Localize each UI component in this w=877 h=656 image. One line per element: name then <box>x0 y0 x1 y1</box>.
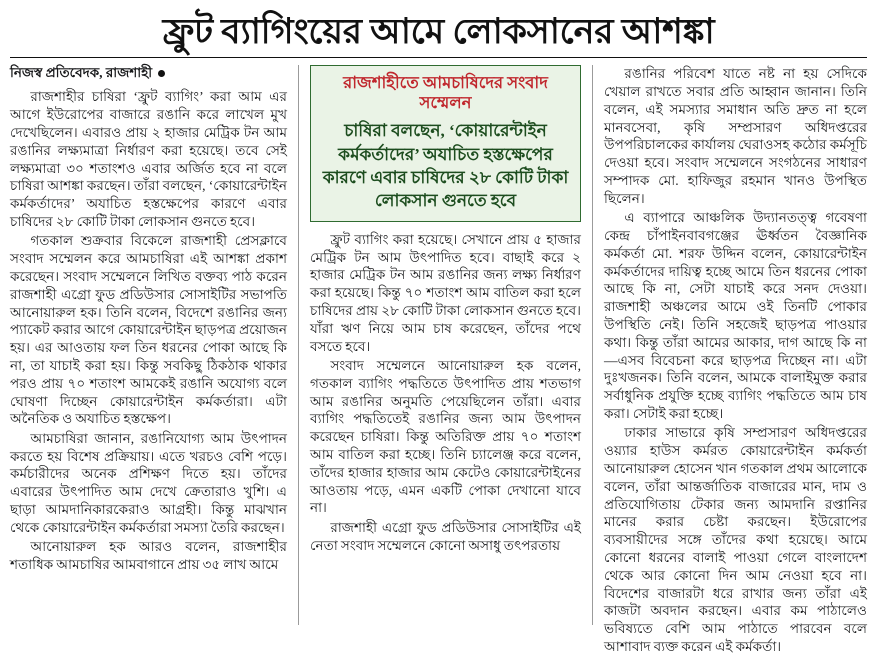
paragraph: রঙানির পরিবেশ যাতে নষ্ট না হয় সেদিকে খেয়াল রাখতে সবার প্রতি আহ্বান জানান। তিনি বলেন, এই সমস্যার সমাধান অতি দ্রুত না হলে মানবসেবা, কৃষি সম্প্রসারণ অধিদপ্তরের উপপরিচালকের কার্যালয় ঘেরাওসহ কঠোর কর্মসূচি দেওয়া হবে। সংবাদ সম্মেলনে সংগঠনের সাধারণ সম্পাদক মো. হাফিজুর রহমান খানও উপস্থিত ছিলেন। <box>604 66 867 206</box>
header-divider <box>10 57 867 58</box>
pull-quote-text: চাষিরা বলছেন, ‘কোয়ারেন্টাইন কর্মকর্তাদের’ অযাচিত হস্তক্ষেপের কারণে এবার চাষিদের ২৮ কোটি টাকা লোকসান গুনতে হবে <box>322 121 569 210</box>
pull-quote-kicker: রাজশাহীতে আমচাষিদের সংবাদ সম্মেলন <box>343 73 548 113</box>
article-column-1 <box>10 65 298 625</box>
paragraph: ফ্রুট ব্যাগিং করা হয়েছে। সেখানে প্রায় ৫ হাজার মেট্রিক টন আম উৎপাদিত হবে। বাছাই করে ২ হাজার মেট্রিক টন আম রঙানির জন্য লক্ষ্য নির্ধারণ করা হয়েছে। কিন্তু ৭০ শতাংশ আম বাতিল করা হলে চাষিদের প্রায় ২৮ কোটি টাকা লোকসান গুনতে হবে। যাঁরা ঋণ নিয়ে আম চাষ করেছেন, তাঁদের পথে বসতে হবে। <box>310 231 581 354</box>
paragraph: রাজশাহীর চাষিরা ‘ফ্রুট ব্যাগিং’ করা আম এর আগে ইউরোপের বাজারে রঙানি করে লাখেল মুখ দেখেছিলেন। এবারও প্রায় ২ হাজার মেট্রিক টন আম রঙানির লক্ষ্যমাত্রা নির্ধারণ করা হয়েছে। তবে সেই লক্ষ্যমাত্রা ৩০ শতাংশও এবার অর্জিত হবে না বলে চাষিরা আশঙ্কা করছেন। তাঁরা বলছেন, ‘কোয়ারেন্টাইন কর্মকর্তাদের’ অযাচিত হস্তক্ষেপের কারণে এবার চাষিদের ২৮ কোটি টাকা লোকসান গুনতে হবে। <box>10 89 287 229</box>
bullet-icon <box>158 70 165 77</box>
paragraph: সংবাদ সম্মেলনে আনোয়ারুল হক বলেন, গতকাল ব্যাগিং পদ্ধতিতে উৎপাদিত প্রায় শতভাগ আম রঙানির অনুমতি পেয়েছিলেন তাঁরা। এবার ব্যাগিং পদ্ধতিতেই রঙানির জন্য আম উৎপাদন করেছেন চাষিরা। কিন্তু অতিরিক্ত প্রায় ৭০ শতাংশ আম বাতিল করা হচ্ছে। তিনি চ্যালেঞ্জ করে বলেন, তাঁদের হাজার হাজার আম কেটেও কোয়ারেন্টাইনের আওতায় পড়ে, এমন একটি পোকা দেখানো যাবে না। <box>310 358 581 516</box>
pull-quote-box <box>310 65 581 222</box>
paragraph: রাজশাহী এগ্রো ফুড প্রডিউসার সোসাইটির এই নেতা সংবাদ সম্মেলনে কোনো অসাধু তৎপরতায় <box>310 519 581 553</box>
paragraph: ঢাকার সাভারে কৃষি সম্প্রসারণ অধিদপ্তরের ওয়্যার হাউস কর্মরত কোয়ারেন্টাইন কর্মকর্তা আনোয়ারুল হোসেন খান গতকাল প্রথম আলোকে বলেন, তাঁরা আন্তর্জাতিক বাজারের মান, দাম ও প্রতিযোগিতায় টেকার জন্য আমদানি রপ্তানির মানের করার চেষ্টা করছেন। ইউরোপের ব্যবসায়ীদের সঙ্গে তাঁদের কথা হয়েছে। আমে কোনো ধরনের বালাই পাওয়া গেলে বাংলাদেশ থেকে আর কোনো দিন আম নেওয়া হবে না। বিদেশের বাজারটা ধরে রাখার জন্য তাঁরা এই কাজটা অবদান করছেন। এবার কম পাঠালেও ভবিষ্যতে বেশি আম পাঠাতে পারবেন বলে আশাবাদ ব্যক্ত করেন এই কর্মকর্তা। <box>604 425 867 654</box>
paragraph: এ ব্যাপারে আঞ্চলিক উদ্যানতত্ত্ব গবেষণা কেন্দ্র চাঁপাইনবাবগঞ্জের ঊর্ধ্বতন বৈজ্ঞানিক কর্মকর্তা মো. শরফ উদ্দিন বলেন, কোয়ারেন্টাইন কর্মকর্তাদের দায়িত্ব হচ্ছে আমে তিন ধরনের পোকা আছে কি না, সেটা যাচাই করে সনদ দেওয়া। রাজশাহী অঞ্চলের আমে ওই তিনটি পোকার উপস্থিতি নেই। তিনি সহজেই ছাড়পত্র পাওয়ার কথা। কিন্তু তাঁরা আমের আকার, দাগ আছে কি না—এসব বিবেচনা করে ছাড়পত্র দিচ্ছেন না। এটা দুঃখজনক। তিনি বলেন, আমকে বালাইমুক্ত করার সর্বাধুনিক প্রযুক্তি হচ্ছে ব্যাগিং পদ্ধতিতে আম চাষ করা। সেটাই করা হচ্ছে। <box>604 210 867 421</box>
paragraph: আমচাষিরা জানান, রঙানিযোগ্য আম উৎপাদন করতে হয় বিশেষ প্রক্রিয়ায়। এতে খরচও বেশি পড়ে। কর্মচারীদের অনেক প্রশিক্ষণ দিতে হয়। তাঁদের এবারের উৎপাদিত আম দেখে ক্রেতারাও খুশি। এ ছাড়া আমদানিকারকেরাও আগ্রহী। কিন্তু মাঝখান থেকে কোয়ারেন্টাইন কর্মকর্তারা সমস্যা তৈরি করছেন। <box>10 430 287 535</box>
article-columns <box>10 65 867 654</box>
paragraph: আনোয়ারুল হক আরও বলেন, রাজশাহীর শতাধিক আমচাষির আমবাগানে প্রায় ৩৫ লাখ আমে <box>10 539 287 572</box>
byline <box>10 65 287 81</box>
paragraph: গতকাল শুক্রবার বিকেলে রাজশাহী প্রেসক্লাবে সংবাদ সম্মেলন করে আমচাষিরা এই আশঙ্কা প্রকাশ করেছেন। সংবাদ সম্মেলনে লিখিত বক্তব্য পাঠ করেন রাজশাহী এগ্রো ফুড প্রডিউসার সোসাইটির সভাপতি আনোয়ারুল হক। তিনি বলেন, বিদেশে রঙানির জন্য প্যাকেট করার আগে কোয়ারেন্টাইন ছাড়পত্র প্রয়োজন হয়। এর আওতায় ফল তিন ধরনের পোকা আছে কি না, তা যাচাই করা হয়। কিন্তু সবকিছু ঠিকঠাক থাকার পরও প্রায় ৭০ শতাংশ আমকেই রঙানি অযোগ্য বলে ঘোষণা দিচ্ছেন কোয়ারেন্টাইন কর্মকর্তারা। এটা অনৈতিক ও অযাচিত হস্তক্ষেপ। <box>10 233 287 427</box>
article-column-2 <box>298 65 592 625</box>
page-title: ফ্রুট ব্যাগিংয়ের আমে লোকসানের আশঙ্কা <box>162 12 715 51</box>
article-column-3 <box>592 65 867 654</box>
byline-text: নিজস্ব প্রতিবেদক, রাজশাহী <box>10 65 153 81</box>
